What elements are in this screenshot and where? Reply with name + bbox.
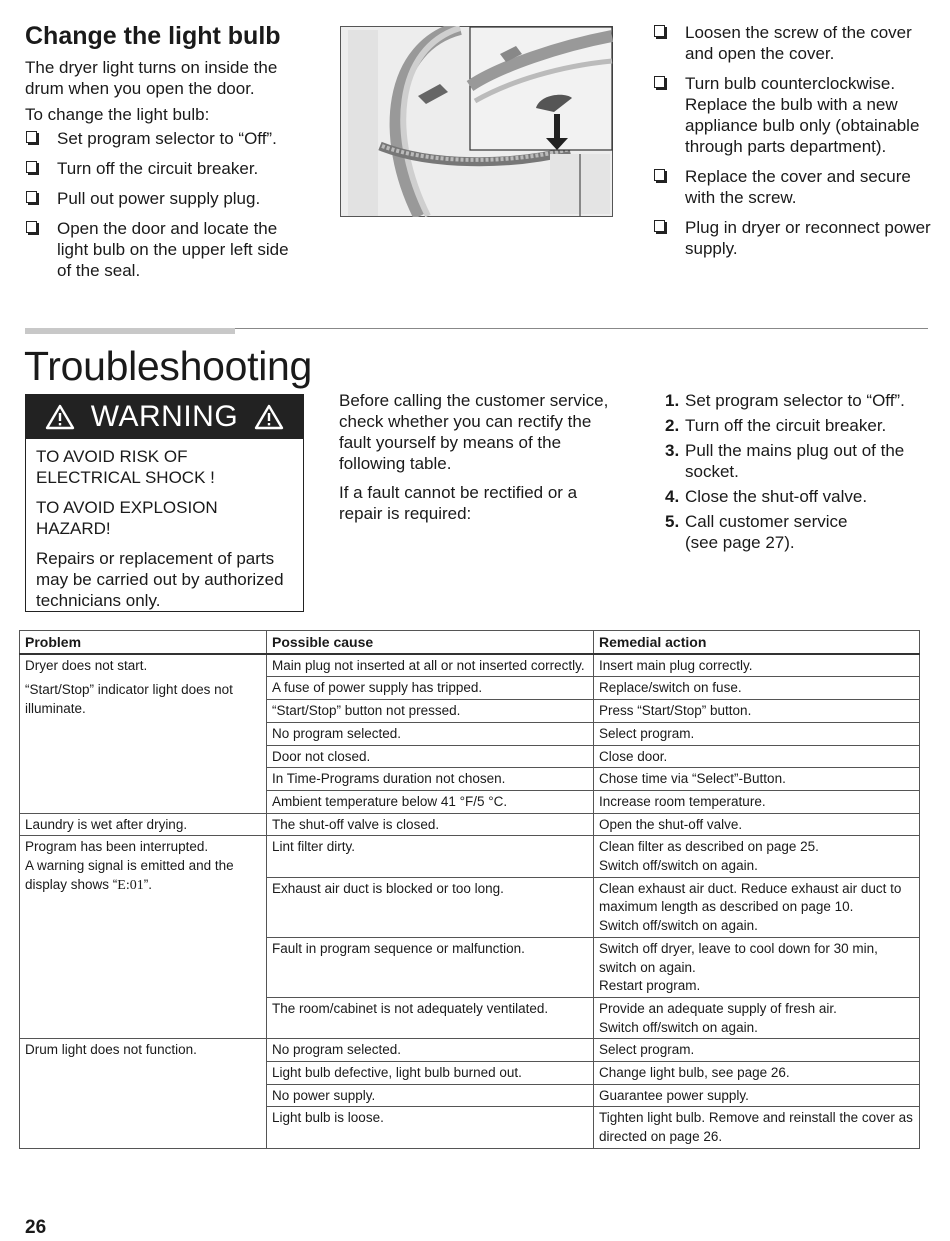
cause-cell: In Time-Programs duration not chosen.	[267, 768, 594, 791]
cause-cell: No program selected.	[267, 722, 594, 745]
action-cell: Tighten light bulb. Remove and reinstall the cover as directed on page 26.	[594, 1107, 920, 1148]
section-divider-line	[235, 328, 928, 329]
bulb-illustration	[340, 26, 613, 217]
checklist-item: Turn off the circuit breaker.	[25, 158, 307, 179]
action-cell: Replace/switch on fuse.	[594, 677, 920, 700]
action-cell: Select program.	[594, 1039, 920, 1062]
warning-box	[25, 394, 304, 612]
checkbox-icon	[26, 221, 37, 233]
action-cell: Chose time via “Select”-Button.	[594, 768, 920, 791]
problem-cell: Laundry is wet after drying.	[20, 813, 267, 836]
action-cell: Change light bulb, see page 26.	[594, 1062, 920, 1085]
troubleshooting-steps	[665, 390, 930, 553]
checklist-item: Open the door and locate the light bulb on the upper left side of the seal.	[25, 218, 307, 281]
table-header-row	[20, 631, 920, 654]
cause-cell: Light bulb is loose.	[267, 1107, 594, 1148]
column-header-action: Remedial action	[594, 631, 920, 654]
cause-cell: The shut-off valve is closed.	[267, 813, 594, 836]
checklist-item: Turn bulb counterclockwise. Replace the bulb with a new appliance bulb only (obtainable through parts department).	[653, 73, 933, 157]
section-title-troubleshooting: Troubleshooting	[24, 343, 313, 389]
action-cell: Guarantee power supply.	[594, 1084, 920, 1107]
action-cell: Clean filter as described on page 25. Switch off/switch on again.	[594, 836, 920, 877]
troubleshooting-intro: Before calling the customer service, check whether you can rectify the fault yourself by means of the following table.	[339, 391, 609, 473]
warning-body	[26, 439, 303, 611]
section-title-change-bulb: Change the light bulb	[25, 22, 281, 50]
checkbox-icon	[654, 220, 665, 232]
checkbox-icon	[26, 131, 37, 143]
table-row	[20, 1039, 920, 1062]
action-cell: Clean exhaust air duct. Reduce exhaust air duct to maximum length as described on page 10. Switch off/switch on again.	[594, 877, 920, 937]
checklist-item: Pull out power supply plug.	[25, 188, 307, 209]
cause-cell: Main plug not inserted at all or not inserted correctly.	[267, 654, 594, 677]
action-cell: Open the shut-off valve.	[594, 813, 920, 836]
page-number: 26	[25, 1217, 47, 1238]
action-cell: Increase room temperature.	[594, 790, 920, 813]
change-bulb-intro: The dryer light turns on inside the drum when you open the door.	[25, 58, 278, 98]
change-bulb-right-column	[653, 22, 933, 268]
action-cell: Select program.	[594, 722, 920, 745]
change-bulb-left-column	[25, 57, 307, 290]
step-item: 1. Set program selector to “Off”.	[665, 391, 905, 410]
table-row	[20, 654, 920, 677]
checklist-item: Loosen the screw of the cover and open the cover.	[653, 22, 933, 64]
cause-cell: Exhaust air duct is blocked or too long.	[267, 877, 594, 937]
action-cell: Provide an adequate supply of fresh air. Switch off/switch on again.	[594, 997, 920, 1038]
change-bulb-lead: To change the light bulb:	[25, 105, 210, 124]
checklist-item: Set program selector to “Off”.	[25, 128, 307, 149]
action-cell: Insert main plug correctly.	[594, 654, 920, 677]
cause-cell: No power supply.	[267, 1084, 594, 1107]
cause-cell: Light bulb defective, light bulb burned out.	[267, 1062, 594, 1085]
warning-header	[26, 395, 303, 439]
problem-cell: Drum light does not function.	[20, 1039, 267, 1149]
step-item: 4. Close the shut-off valve.	[665, 487, 868, 506]
warning-label: WARNING	[90, 400, 239, 433]
step-item: 3. Pull the mains plug out of the socket.	[665, 441, 905, 481]
warning-text: TO AVOID RISK OF ELECTRICAL SHOCK !	[36, 447, 215, 487]
troubleshooting-intro-column	[339, 390, 624, 529]
checkbox-icon	[26, 161, 37, 173]
checklist-item: Plug in dryer or reconnect power supply.	[653, 217, 933, 259]
cause-cell: Door not closed.	[267, 745, 594, 768]
checklist-item: Replace the cover and secure with the screw.	[653, 166, 933, 208]
step-item: 2. Turn off the circuit breaker.	[665, 416, 887, 435]
step-item: 5. Call customer service (see page 27).	[665, 512, 848, 552]
cause-cell: Fault in program sequence or malfunction.	[267, 937, 594, 997]
cause-cell: “Start/Stop” button not pressed.	[267, 700, 594, 723]
cause-cell: No program selected.	[267, 1039, 594, 1062]
checkbox-icon	[26, 191, 37, 203]
section-divider-accent	[25, 328, 235, 334]
cause-cell: Lint filter dirty.	[267, 836, 594, 877]
problem-cell: Dryer does not start. “Start/Stop” indicator light does not illuminate.	[20, 654, 267, 813]
problem-cell: Program has been interrupted. A warning signal is emitted and the display shows “E:01”.	[20, 836, 267, 1039]
warning-triangle-icon	[45, 404, 75, 430]
cause-cell: The room/cabinet is not adequately ventilated.	[267, 997, 594, 1038]
action-cell: Switch off dryer, leave to cool down for 30 min, switch on again. Restart program.	[594, 937, 920, 997]
action-cell: Close door.	[594, 745, 920, 768]
troubleshooting-table	[19, 630, 920, 1149]
table-row	[20, 813, 920, 836]
table-row	[20, 836, 920, 877]
action-cell: Press “Start/Stop” button.	[594, 700, 920, 723]
change-bulb-steps-left	[25, 128, 307, 281]
troubleshooting-steps-column	[665, 390, 930, 557]
column-header-problem: Problem	[20, 631, 267, 654]
change-bulb-steps-right	[653, 22, 933, 259]
cause-cell: Ambient temperature below 41 °F/5 °C.	[267, 790, 594, 813]
column-header-cause: Possible cause	[267, 631, 594, 654]
warning-text: Repairs or replacement of parts may be carried out by authorized technicians only.	[36, 549, 284, 610]
checkbox-icon	[654, 169, 665, 181]
checkbox-icon	[654, 25, 665, 37]
error-code: E:01	[117, 877, 144, 893]
troubleshooting-intro-2: If a fault cannot be rectified or a repair is required:	[339, 483, 578, 523]
cause-cell: A fuse of power supply has tripped.	[267, 677, 594, 700]
warning-text: TO AVOID EXPLOSION HAZARD!	[36, 498, 218, 538]
warning-triangle-icon	[254, 404, 284, 430]
checkbox-icon	[654, 76, 665, 88]
